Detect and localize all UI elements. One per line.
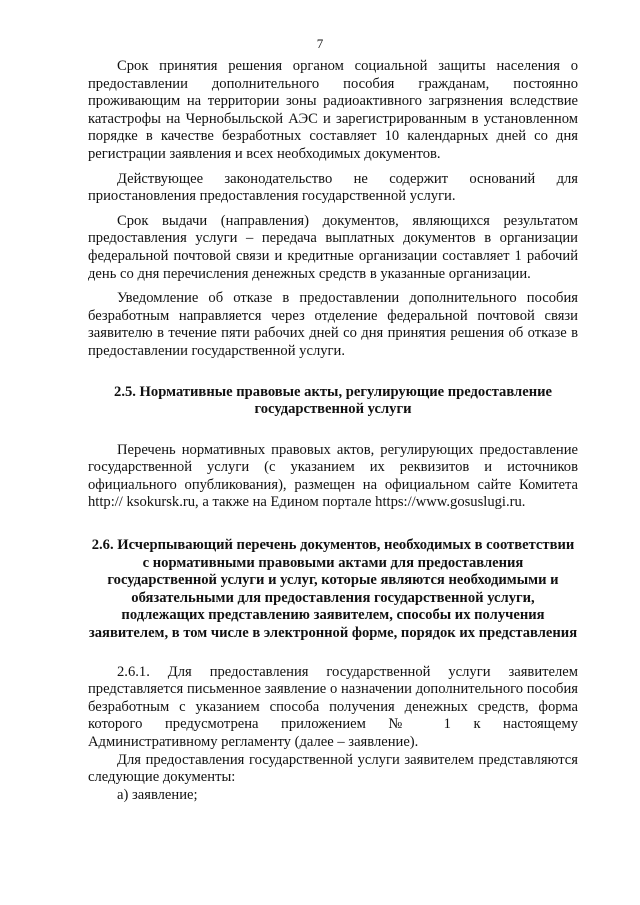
paragraph-issue-term: Срок выдачи (направления) документов, являющихся результатом предоставления услуги – передача выплатных документов в организации федеральной почтовой связи и кредитные организации составляет 1 рабочий день со дня перечисления денежных средств в указанные организации. (88, 212, 578, 282)
paragraph-refusal-notice: Уведомление об отказе в предоставлении дополнительного пособия безработным направляется через отделение федеральной почтовой связи заявителю в течение пяти рабочих дней со дня принятия решения об отказе в предоставлении государственной услуги. (88, 290, 578, 359)
paragraph-no-suspension: Действующее законодательство не содержит оснований для приостановления предоставления государственной услуги. (88, 170, 578, 205)
paragraph-decision-term: Срок принятия решения органом социальной защиты населения о предоставлении дополнительного пособия гражданам, постоянно проживающим на территории зоны радиоактивного загрязнения вследствие катастрофы на Чернобыльской АЭС и зарегистрированным в установленном порядке в качестве безработных составляет 10 календарных дней со дня регистрации заявления и всех необходимых документов. (88, 58, 578, 162)
section-2-6-1-text: 2.6.1. Для предоставления государственной услуги заявителем представляется письменное заявление о назначении дополнительного пособия безработным с указанием способа получения денежных средств, форма которого предусмотрена приложением № 1 к настоящему Административному регламенту (далее – заявление). (88, 663, 578, 750)
section-2-6-heading: 2.6. Исчерпывающий перечень документов, необходимых в соответствии с нормативными правовыми актами для предоставления государственной услуги и услуг, которые являются необходимыми и обязательными для предоставления государственной услуги, подлежащих представлению заявителем, способы их получения заявителем, в том числе в электронной форме, порядок их представления (88, 537, 578, 642)
section-2-5-heading: 2.5. Нормативные правовые акты, регулирующие предоставление государственной услуги (114, 383, 552, 418)
section-2-6-documents-intro: Для предоставления государственной услуги заявителем представляются следующие документы: (88, 751, 578, 786)
page-content (88, 58, 578, 804)
section-2-5-text: Перечень нормативных правовых актов, регулирующих предоставление государственной услуги (с указанием их реквизитов и источников официального опубликования), размещен на официальном сайте Комитета http:// ksokursk.ru, а также на Едином портале https://www.gosuslugi.ru. (88, 441, 578, 511)
section-2-6-item-a: а) заявление; (117, 786, 198, 803)
page-number: 7 (316, 36, 324, 51)
